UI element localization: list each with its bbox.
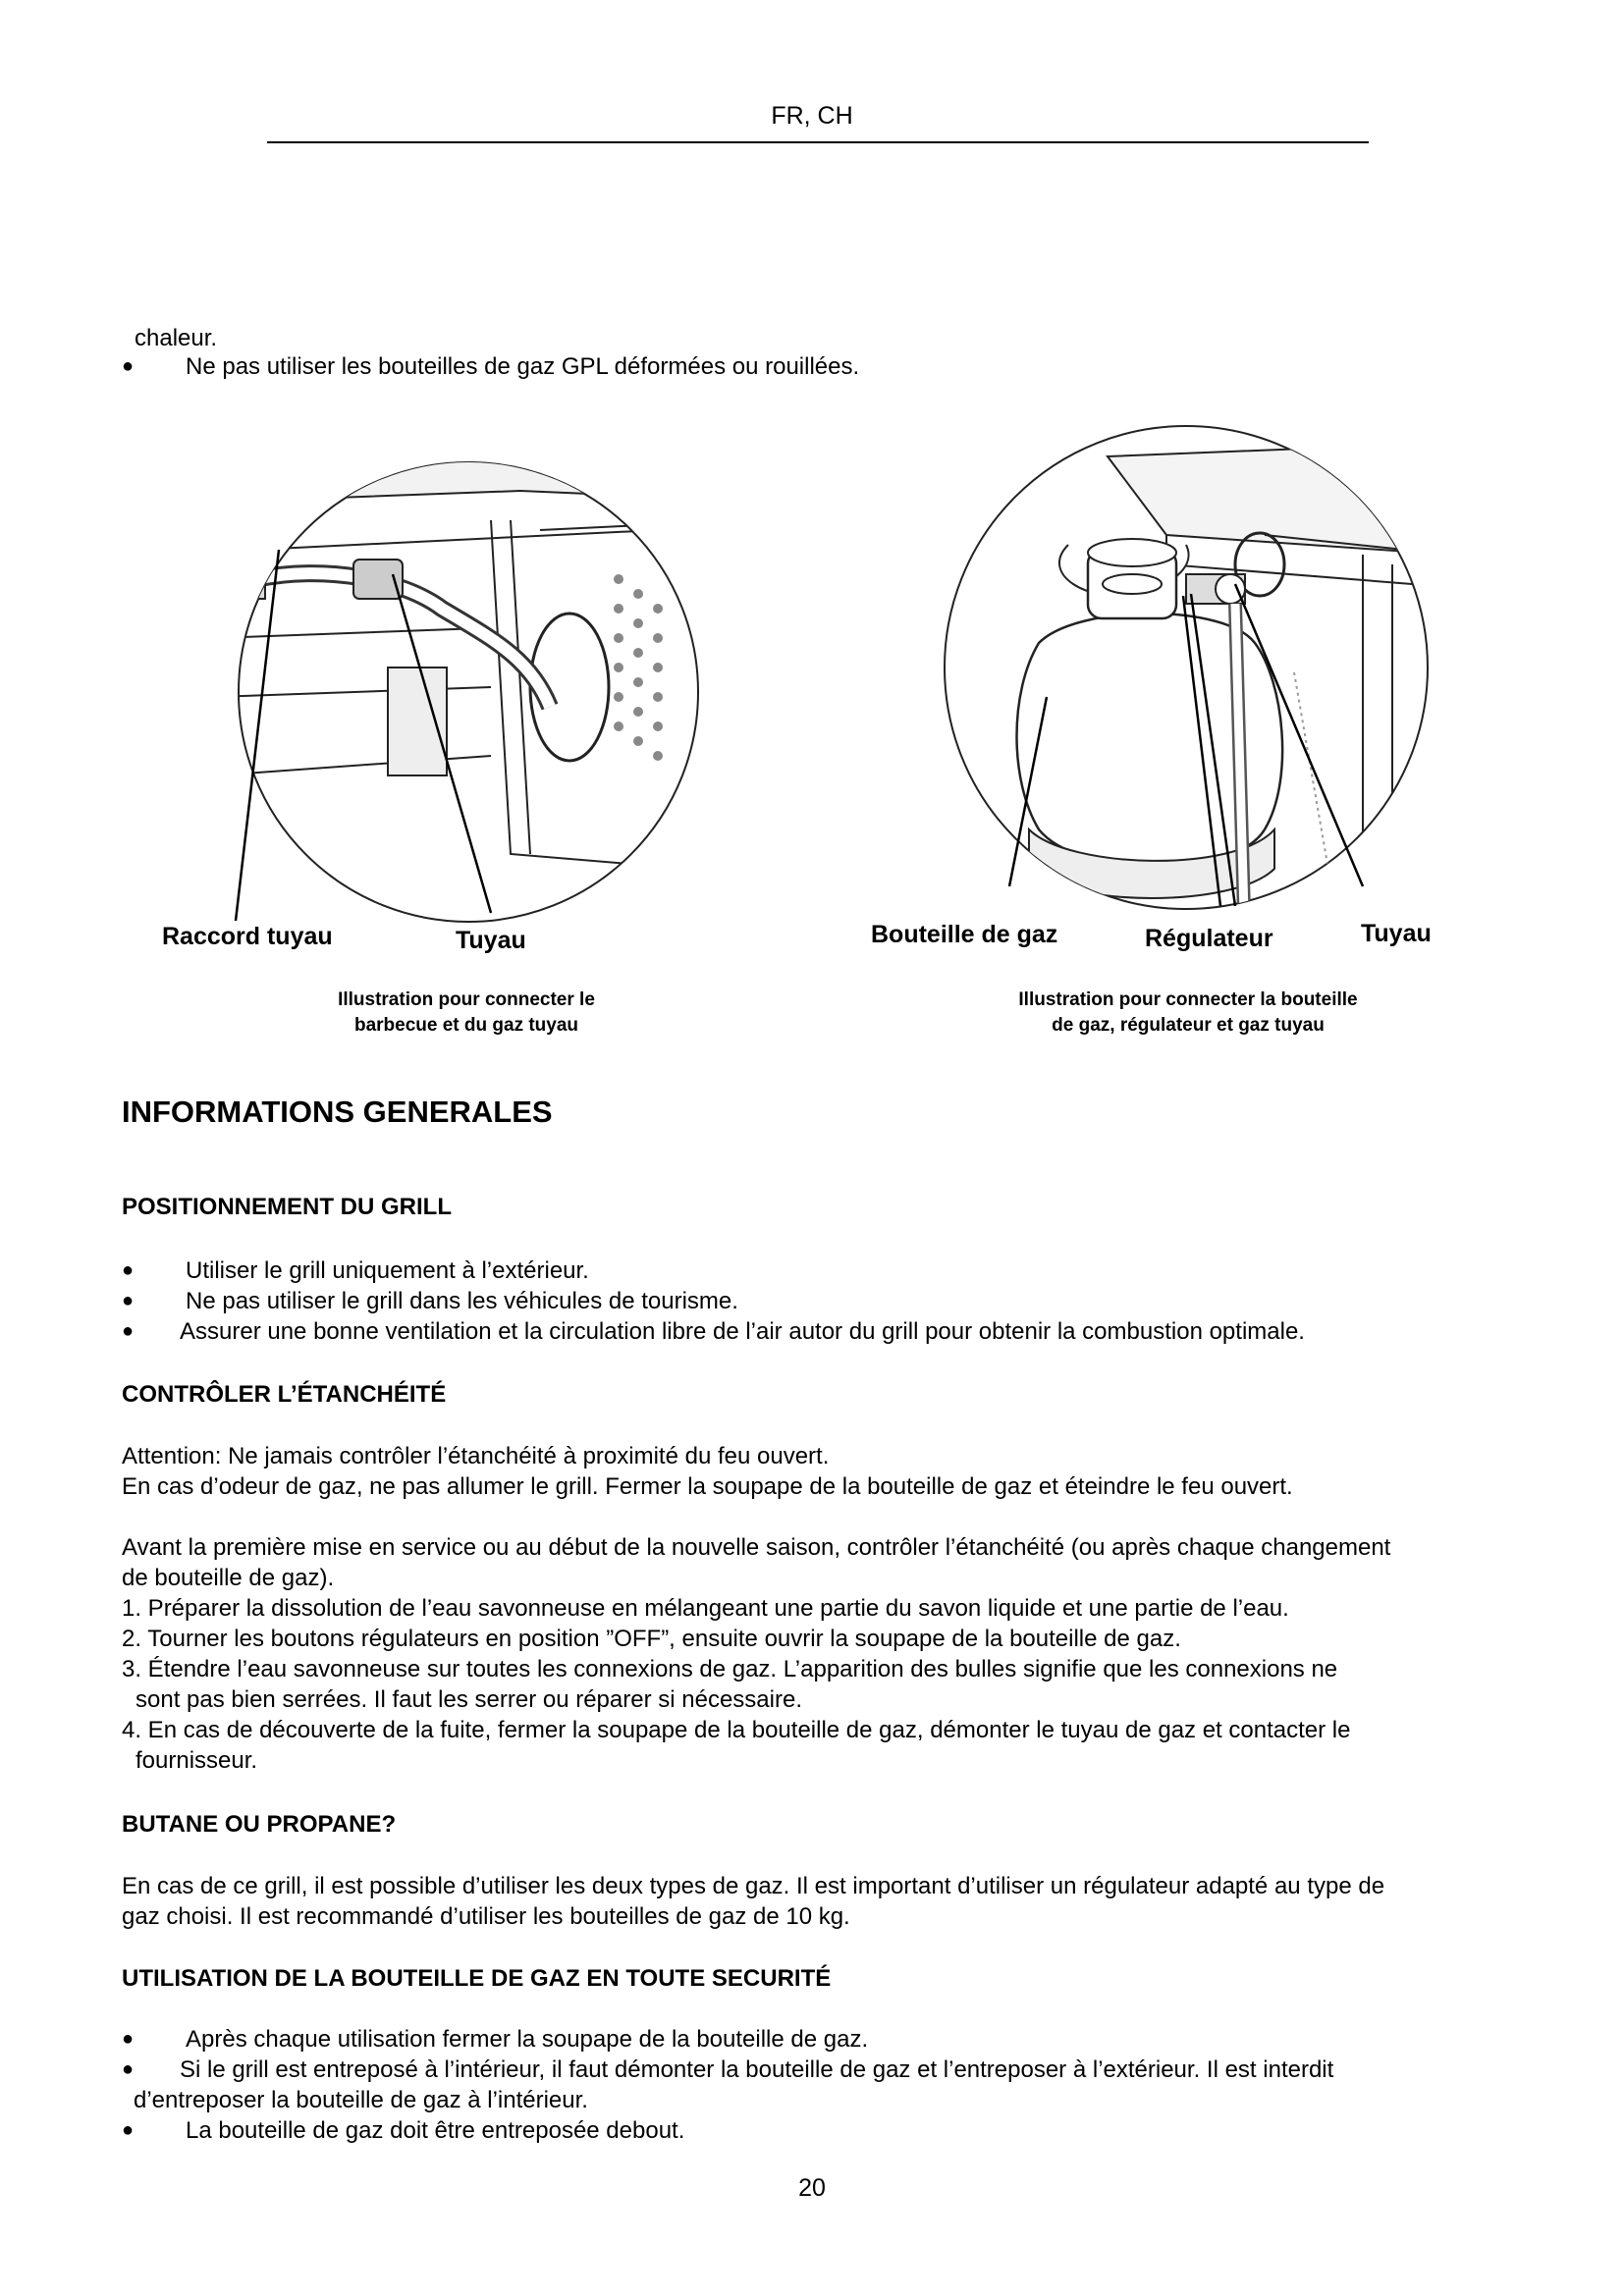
label-tuyau-left: Tuyau bbox=[456, 927, 526, 954]
caption-left-line1: Illustration pour connecter le bbox=[338, 989, 595, 1010]
bullet-icon: ● bbox=[122, 2119, 135, 2141]
page-header: FR, CH bbox=[771, 102, 853, 130]
caption-left bbox=[265, 988, 668, 1039]
paragraph: En cas d’odeur de gaz, ne pas allumer le grill. Fermer la soupape de la bouteille de gaz et éteindre le feu ouvert. bbox=[122, 1473, 1293, 1500]
paragraph: de bouteille de gaz). bbox=[122, 1565, 335, 1591]
subheading-positionnement: POSITIONNEMENT DU GRILL bbox=[122, 1194, 452, 1220]
label-regulateur: Régulateur bbox=[1145, 925, 1273, 952]
grill-hose-connection-illustration bbox=[196, 461, 746, 952]
bullet-icon: ● bbox=[122, 355, 135, 377]
subheading-butane: BUTANE OU PROPANE? bbox=[122, 1811, 397, 1838]
intro-bullet: Ne pas utiliser les bouteilles de gaz GPL déformées ou rouillées. bbox=[186, 353, 860, 380]
paragraph: gaz choisi. Il est recommandé d’utiliser les bouteilles de gaz de 10 kg. bbox=[122, 1903, 850, 1930]
list-item: Assurer une bonne ventilation et la circulation libre de l’air autor du grill pour obtenir la combustion optimale. bbox=[180, 1318, 1305, 1345]
label-bouteille-de-gaz: Bouteille de gaz bbox=[871, 921, 1058, 948]
bullet-icon: ● bbox=[122, 1259, 135, 1281]
subheading-etancheite: CONTRÔLER L’ÉTANCHÉITÉ bbox=[122, 1381, 447, 1408]
section-title: INFORMATIONS GENERALES bbox=[122, 1095, 553, 1129]
gas-bottle-regulator-illustration bbox=[941, 437, 1451, 928]
list-item: 3. Étendre l’eau savonneuse sur toutes les connexions de gaz. L’apparition des bulles signifie que les connexions ne bbox=[122, 1656, 1338, 1682]
caption-right bbox=[967, 988, 1409, 1039]
paragraph: Avant la première mise en service ou au début de la nouvelle saison, contrôler l’étanchéité (ou après chaque changement bbox=[122, 1534, 1391, 1561]
intro-line: chaleur. bbox=[135, 325, 218, 351]
subheading-securite: UTILISATION DE LA BOUTEILLE DE GAZ EN TOUTE SECURITÉ bbox=[122, 1965, 832, 1992]
header-rule bbox=[267, 141, 1369, 143]
list-item: 1. Préparer la dissolution de l’eau savonneuse en mélangeant une partie du savon liquide et une partie de l’eau. bbox=[122, 1595, 1289, 1622]
bullet-icon: ● bbox=[122, 1290, 135, 1311]
list-item: Utiliser le grill uniquement à l’extérieur. bbox=[186, 1257, 589, 1284]
list-item: La bouteille de gaz doit être entreposée debout. bbox=[186, 2117, 685, 2144]
bullet-icon: ● bbox=[122, 2028, 135, 2050]
caption-right-line2: de gaz, régulateur et gaz tuyau bbox=[1052, 1015, 1325, 1036]
caption-left-line2: barbecue et du gaz tuyau bbox=[353, 1015, 579, 1036]
list-item: sont pas bien serrées. Il faut les serrer ou réparer si nécessaire. bbox=[135, 1686, 802, 1713]
label-tuyau-right: Tuyau bbox=[1361, 920, 1432, 947]
list-item-continuation: d’entreposer la bouteille de gaz à l’intérieur. bbox=[134, 2087, 588, 2113]
caption-right-line1: Illustration pour connecter la bouteille bbox=[1018, 989, 1358, 1010]
list-item: Après chaque utilisation fermer la soupape de la bouteille de gaz. bbox=[186, 2026, 869, 2053]
list-item: fournisseur. bbox=[135, 1747, 258, 1774]
list-item: 2. Tourner les boutons régulateurs en position ”OFF”, ensuite ouvrir la soupape de la bouteille de gaz. bbox=[122, 1626, 1181, 1652]
list-item: Si le grill est entreposé à l’intérieur, il faut démonter la bouteille de gaz et l’entreposer à l’extérieur. Il est interdit bbox=[180, 2056, 1334, 2083]
paragraph: En cas de ce grill, il est possible d’utiliser les deux types de gaz. Il est important d’utiliser un régulateur adapté au type de bbox=[122, 1873, 1385, 1899]
page-number: 20 bbox=[798, 2174, 826, 2202]
list-item: Ne pas utiliser le grill dans les véhicules de tourisme. bbox=[186, 1288, 738, 1314]
paragraph: Attention: Ne jamais contrôler l’étanchéité à proximité du feu ouvert. bbox=[122, 1443, 830, 1469]
label-raccord-tuyau: Raccord tuyau bbox=[162, 923, 333, 950]
list-item: 4. En cas de découverte de la fuite, fermer la soupape de la bouteille de gaz, démonter le tuyau de gaz et contacter le bbox=[122, 1717, 1351, 1743]
bullet-icon: ● bbox=[122, 2058, 135, 2080]
bullet-icon: ● bbox=[122, 1320, 135, 1342]
